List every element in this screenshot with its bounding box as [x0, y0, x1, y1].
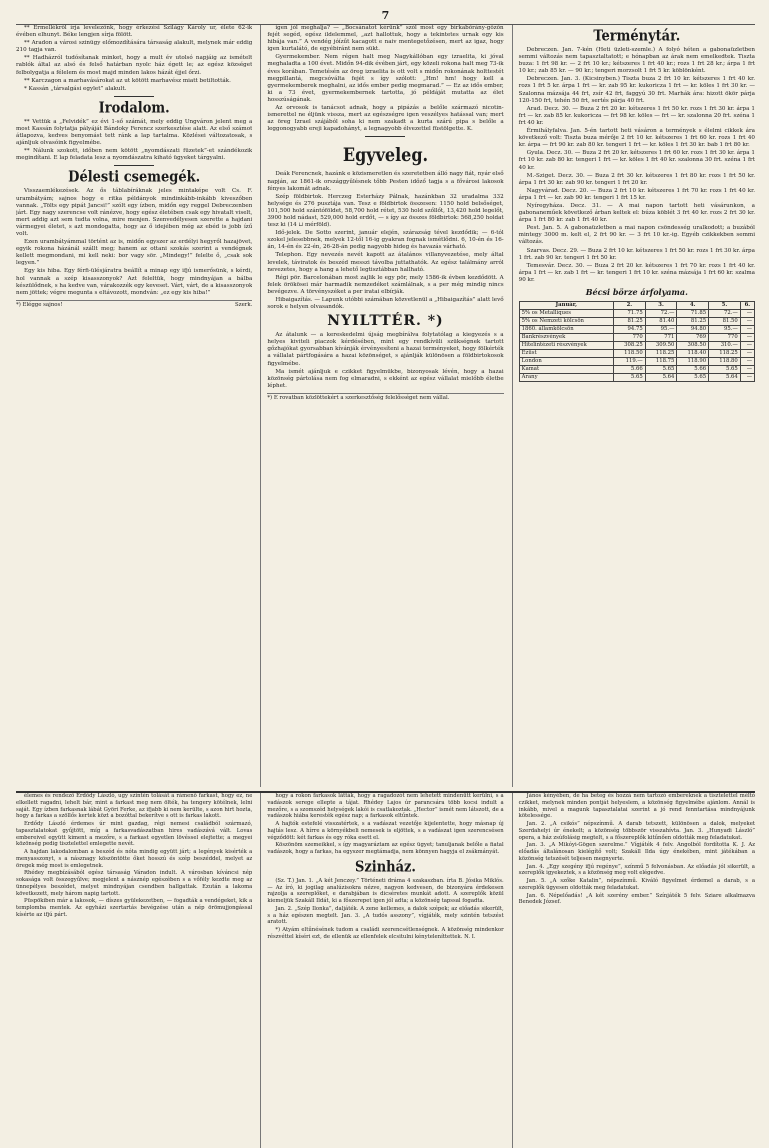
bourse-security-name: Bankrészvények [519, 334, 613, 342]
bourse-row [519, 342, 754, 350]
bourse-price-cell: 769 [677, 334, 709, 342]
bourse-header-cell: 2. [614, 302, 646, 310]
bourse-price-cell: — [740, 310, 754, 318]
section-title-delesti: Délesti csemegék. [68, 169, 201, 187]
bourse-price-cell: 5.66 [677, 366, 709, 374]
market-report: Temesvár. Decz. 30. — Buza 2 frt 20 kr. kétszeres 1 frt 70 kr. rozs 1 frt 40 kr. árpa 1 frt — kr. zab 1 frt — kr. tengeri 1 frt 10 kr. széna mázsája 1 frt 60 kr. szalma 90 kr. [518, 262, 755, 283]
column-1 [16, 25, 252, 787]
page-number: 7 [381, 9, 390, 22]
bourse-price-cell: 81.25 [614, 318, 646, 326]
bourse-security-name: Ezüst [519, 350, 613, 358]
bourse-header-cell: 5. [709, 302, 741, 310]
bourse-price-cell: — [740, 350, 754, 358]
market-report: Debreczen. Jan. 3. (Kicsinyben.) Tiszta buza 2 frt 10 kr. kétszeres 1 frt 40 kr. rozs 1 frt 5 kr. árpa 1 frt — kr. zab 95 kr. kukoricza 1 frt — kr. köles 1 frt 30 kr. — Szalonna mázsája 44 frt, zsír 42 frt, faggyú 30 frt. Marhák ára: hizott ökör párja 120-150 frt, tehén 50 frt, sertés párja 40 frt. [518, 76, 755, 104]
article-paragraph: Erdődy László érdemes úr mint gazdag, régi nemesi családból származó, tapasztalatokat gyűjtött, míg a farkasvadászatban hires vadászává vált. Lovas embereivel együtt kiment a mezőre, s a farkast egyetlen lövéssel elejtette; a megyei közönség pedig tisztelettel emlegette nevét. [16, 821, 253, 848]
article-paragraph: Szép földbirtok. Herczeg Esterházy Pálnak, hazánkban 32 uradalma 332 helysége és 276 pusztája van. Tesz e földbirtok összesen: 1150 hold belsőséget, 101,500 hold szántóföldet, 58,700 hold rétet, 530 hold szőllőt, 13,420 hold legelőt, 3900 hold nádast, 529,000 hold erdőt, — s így az összes földbirtok: 568,250 holdat tesz ki (14 ⊔ mérföld). [267, 193, 504, 229]
divider [114, 165, 154, 166]
news-item: ** Hadházról tudósítanak minket, hogy a mult év utolsó napjáig az ismételt rablók által az alsó és felső határban nyolc ház égett le; az egész községet felbolygatja a félelem és most majd minden lakos házát éjjel őrzi. [16, 55, 253, 76]
article-paragraph: Püspökiben már a lakosok, — díszes gyülekezetben, — fogadták a vendégeket, kik a templomba mentek. Az egyházi szertartás bevégzése után a nép örömujjongással kísérte az ifjú párt. [16, 898, 253, 918]
bourse-price-cell: 5.65 [645, 366, 677, 374]
footnote-text: *) Elégge sajnos! [16, 301, 63, 308]
bourse-price-cell: 118.90 [677, 358, 709, 366]
section-title-egyveleg: Egyveleg. [342, 143, 429, 166]
bourse-price-cell: 5.65 [677, 374, 709, 382]
bourse-price-cell: 5.64 [709, 374, 741, 382]
bourse-price-cell: 771 [645, 334, 677, 342]
szinhaz-section [267, 878, 503, 941]
bourse-price-cell: 81.25 [677, 318, 709, 326]
news-item: * Kassán „társalgási egylet” alakult. [24, 85, 127, 92]
bourse-row [519, 310, 754, 318]
market-report: Debreczen. Jan. 7-kén (Heti üzleti-szemle.) A folyó héten a gabonaüzletben semmi változás nem tapasztaltatott; e hónapban az árak nem emelkedtek. Tiszta buza: 1 frt 98 kr. — 2 frt 10 kr.; kétszeres 1 frt 40 kr.; rozs 1 frt 28 kr.; árpa 1 frt 10 kr.; zab 85 kr. — 90 kr.; tengeri morzsolt 1 frt 5 kr. köblönként. [518, 47, 755, 75]
bourse-title: Bécsi börze árfolyama. [585, 287, 688, 297]
news-item: ** Ermellékről írja levelezőnk, hogy érkezési Szilágy Károly ur, élete 62-ik évében elhunyt. Béke lengjen sírja fölött. [16, 25, 253, 39]
lower-column-2 [260, 793, 503, 1148]
footnote [16, 300, 252, 308]
bourse-row [519, 366, 754, 374]
article-paragraph: hogy a rokon farkasok látták, hogy a ragadozót nem lehetett mindenütt kerülni, s a vadászok serege ellepte a tájat. Rhédey Lajos úr parancsára több kocsi indult a mezőre, s a szomszéd helységek lakói is csatlakoztak. „Hector” ismét nem látszott, de a vadászok hiába keresték egész nap; a farkasok eltűntek. [267, 793, 504, 820]
bourse-security-name: Arany [519, 374, 613, 382]
article-paragraph: Visszaemlékezések. Az ős táblabíráknak jeles mintaképe volt Cs. F. urambátyám; sajnos hogy e ritka példányok mindinkább-inkább kiveszőben vannak. „Tölts egy pipát Jancsi!” szólt egy ízben, midőn egy reggel Debreczenben járt. Egy nagy szerencse volt ránézve, hogy egész életében csak egy hivatalt viselt, mert addig azt sem tudta volna, mire menjen. Szenvedélyesen szerette a hajdani vármegyei életet, s azt mondogatta, hogy az ő idejében még az ebéd is jobb ízű volt. [16, 188, 253, 237]
market-report: Pest. Jan. 5. A gabonaüzletben a mai napon csöndesség uralkodott; a buzából mintegy 3000 m. kelt el, 2 frt 90 kr. — 3 frt 10 kr.-ig. Egyéb czikkekben semmi változás. [518, 225, 755, 246]
section-title-irodalom: Irodalom. [98, 99, 170, 117]
article-paragraph: Gyermekember. Nem régen halt meg Nagykállóban egy izraelita, ki jóval meghaladta a 100 évet. Midőn 94-dik évében járt, egy közeli rokona halt meg 73-ik éves korában. Temetésén az öreg izraelita is ott volt s midőn rokonának holttestét megpillantá, megcsóválta fejét s így szólott: „Hm! hm! hogy kell a gyermekemberek meghalni, az idős ember pedig megmarad.” — Ez az idős ember, ki a 73 évet, gyermekembernek tartotta, jó példáját mutatta az élet hosszúságának. [267, 54, 504, 103]
bourse-security-name: 5% os Nemzeti kölcsön [519, 318, 613, 326]
bourse-price-cell: 81.40 [645, 318, 677, 326]
bourse-security-name: Hitelintézeti részvények [519, 342, 613, 350]
bourse-header-cell: 4. [677, 302, 709, 310]
bourse-row [519, 326, 754, 334]
bourse-price-cell: 118.75 [645, 358, 677, 366]
footnote-signature: Szerk. [235, 301, 253, 308]
article-paragraph: Telephon. Egy nevezés nevét kapott az átalános villanyvezetése, mely által levelek, táviratok és beszéd messzi távolba juttathatók. Az egész találmány arról nevezetes, hogy a hang a lehető legtisztábban hallható. [267, 252, 504, 273]
bourse-header-row [519, 302, 754, 310]
news-item: ** Aradon a városi szinügy előmozdítására társaság alakult, melynek már eddig 210 tagja van. [16, 40, 253, 54]
column-3 [512, 25, 755, 787]
column-2 [260, 25, 503, 787]
market-report: Arad. Decz. 30. — Buza 2 frt 20 kr. kétszeres 1 frt 50 kr. rozs 1 frt 30 kr. árpa 1 frt — kr. zab 85 kr. kukoricza — frt 98 kr. köles — frt — kr. szalonna 20 frt. széna 1 frt 40 kr. [518, 105, 755, 126]
bourse-row [519, 334, 754, 342]
bourse-price-cell: 309.50 [645, 342, 677, 350]
bourse-header-cell: 3. [645, 302, 677, 310]
bourse-security-name: Kamat [519, 366, 613, 374]
bourse-price-cell: — [740, 334, 754, 342]
article-paragraph: Régi pör. Barcelonában most zajlik le egy pör, mely 1586-ik évben kezdődött. A felek örökösei már harmadik nemzedéket számlálnak, s a per még mindig nincs bevégezve. A törvényszéket a per iratai elbírják. [267, 274, 504, 295]
bourse-row [519, 374, 754, 382]
article-paragraph: Jan. 2. „Szép Ilonka”, daljáték. A zene kellemes, a dalok szépek; az előadás sikerült, s a ház egészen megtelt. Jan. 3. „A tudós asszony”, vígjáték, mely szintén tetszést aratott. [267, 905, 504, 926]
bourse-security-name: 5% os Metalliques [519, 310, 613, 318]
article-paragraph: (Sz. T.) Jan. 1. „A két Jenczey.” Történeti dráma 4 szakaszban. írta B. Jósika Miklós. — Az író, ki jogilag analúzisokra nézve, nagyon kedvesen, de bizonyára érdekesen rajzolja a szereplőket, e darabjában is dicséretes munkát adott. A szereplők közül kiemeljük Szakáll Ildát, ki a főszerepet igen jól adta; a közönség tapssal fogadta. [267, 877, 504, 904]
lower-col2-text [267, 793, 503, 856]
market-report: Érmihályfalva. Jan. 5-én tartott heti vásáron a termények s élelmi cikkek ára következő volt: Tiszta buza mérője 2 frt 10 kr. kétszeres 1 frt 60 kr. rozs 1 frt 40 kr. árpa — frt 90 kr. zab 80 kr. tengeri 1 frt — kr. köles 1 frt 30 kr. bab 1 frt 80 kr. [518, 128, 755, 149]
bourse-row [519, 350, 754, 358]
section-title-termenytar: Terménytár. [593, 27, 681, 46]
nyiltter-section [267, 332, 503, 390]
bourse-price-cell: 308.25 [614, 342, 646, 350]
bourse-price-cell: — [740, 318, 754, 326]
news-item: ** Karczagon a marhavásárokat az ut kötött marhavész miatt betiltották. [24, 77, 231, 84]
bourse-security-name: 1860. államkölcsön [519, 326, 613, 334]
bourse-table [519, 301, 755, 382]
bourse-price-cell: — [740, 326, 754, 334]
bourse-price-cell: 770 [614, 334, 646, 342]
bourse-header-cell: 6. [740, 302, 754, 310]
bourse-price-cell: 118.50 [614, 350, 646, 358]
article-paragraph: Jan. 4. „Egy szegény ifjú regénye”, színmű 5 felvonásban. Az előadás jól sikerült, a szereplők igyekeztek, s a közönség meg volt elégedve. [518, 863, 755, 877]
footnote-text: *) E rovatban közlöttekért a szerkesztőség felelősséget nem vállal. [267, 394, 450, 401]
bourse-price-cell: — [740, 342, 754, 350]
bourse-price-cell: 72.— [645, 310, 677, 318]
section-title-szinhaz: Szinház. [355, 858, 416, 876]
footnote [267, 393, 503, 401]
article-paragraph: Ma ismét ajánljuk e czikket figyelmükbe, bizonyosak lévén, hogy a hazai közönség pártolása nem fog elmaradni, s ekként az egész vállalat mielőbb életbe léphet. [267, 368, 504, 389]
bourse-price-cell: 81.50 [709, 318, 741, 326]
bourse-price-cell: 94.75 [614, 326, 646, 334]
bourse-price-cell: 118.25 [709, 350, 741, 358]
article-paragraph: igen jól meghalja? — „Bocsánatot kérünk” szól most egy birkabőrány-gőzőn fejét segéd, egész ildelemmel, „azt hallottuk, hogy a tekintetes urnak egy kis hibája van.” A vendég jóízűt kacagott e naiv mentegetőzésen, mert az igaz, hogy igen kurtalátó, de egyébiránt nem sükt. [267, 25, 504, 53]
article-paragraph: A hajdan lakodalomban a beszéd és nóta mindig együtt járt; a legények kisérték a menyasszonyt, s a násznagy köszöntötte őket hosszú és szép beszéddel, melyet az öregek még most is emlegetnek. [16, 849, 253, 869]
bourse-body [519, 310, 754, 382]
bourse-price-cell: 5.65 [709, 366, 741, 374]
article-paragraph: Egy kis hiba. Egy férfi-ülésjáratra beállít a minap egy ifjú ismerősünk, s kérdi, hol vannak a szép kisasszonyok? Azt feleltük, hogy mindnyájan a bálba készülődnek, s ha kedve van, várakozzék egy keveset. Várt, várt, de a kisasszonyok nem jöttek; végre megunta s eltávozott, mondván: „ez egy kis hiba!” [16, 268, 253, 296]
bourse-price-cell: 310.— [709, 342, 741, 350]
market-report: M.-Sziget. Decz. 30. — Buza 2 frt 30 kr. kétszeres 1 frt 80 kr. rozs 1 frt 50 kr. árpa 1 frt 30 kr. zab 90 kr. tengeri 1 frt 20 kr. [518, 172, 755, 186]
bourse-price-cell: 308.50 [677, 342, 709, 350]
col2-top [267, 25, 503, 133]
bourse-price-cell: 95.— [709, 326, 741, 334]
bourse-price-cell: — [740, 358, 754, 366]
bourse-price-cell: 5.65 [614, 374, 646, 382]
article-paragraph: *) Atyám eltűnésének tudom a családi szerencsétlenségnek. A közönség mindenkor részvéttel kíséri ezt, de ellenük az ellenfelek elcsitulni kényteleníttettek. N. I. [267, 927, 504, 940]
market-report: Szarvas. Decz. 29. — Buza 2 frt 10 kr. kétszeres 1 frt 50 kr. rozs 1 frt 30 kr. árpa 1 frt. zab 90 kr. tengeri 1 frt 50 kr. [518, 247, 755, 261]
article-paragraph: Rhédey megbízásából egész társaság Váradon indult. A városban kíváncsi nép sokasága volt összegyűlve; megjelent a násznép egészében s a vőfély kezdte meg az ünnepélyes beszédet, melyet mindnyájan csendben hallgattak. Ezután a lakoma következett, mely három napig tartott. [16, 870, 253, 897]
bourse-price-cell: 118.40 [677, 350, 709, 358]
article-paragraph: A hajtók estefelé visszatértek, s a vadászat vezetője kijelentette, hogy másnap új hajtás lesz. A hírre a környékbeli nemesek is eljöttek, s a vadászat igen szerencsésen végződött: két farkas és egy róka esett el. [267, 821, 504, 841]
bourse-price-cell: 5.66 [614, 366, 646, 374]
article-paragraph: Jan. 3. „A Mikóyi-Gögen szerelme.” Vígjáték 4 felv. Angolból fordította K. J. Az előadás általánosan kielégítő volt; Szakáll Ilda úgy énekében, mint játékában a közönség tetszését teljesen megnyerte. [518, 842, 755, 862]
bourse-price-cell: 5.64 [645, 374, 677, 382]
irodalom-section [16, 119, 252, 163]
article-paragraph: Az orvosok is tanácsot adnak, hogy a pipázás a belőle származó nicotin-ismerettel ne éljünk vissza, mert az egészségre igen veszélyes hatással van; mert az öreg Izrael szájából soha ki nem szakadt a kurta szárú pipa s belőle a leggonogyabb ereji kapadohányt, a legnagyobb élvezettel füstölgette. K. [267, 105, 504, 133]
market-report: Nagyvárad. Decz. 20. — Buza 2 frt 10 kr. kétszeres 1 frt 70 kr. rozs 1 frt 40 kr. árpa 1 frt — kr. zab 90 kr. tengeri 1 frt 15 kr. [518, 187, 755, 201]
bourse-row [519, 318, 754, 326]
article-paragraph: Idő-jelek. De Sotto szerint, január elején, szárazság tével kezdődik; — 6-tól szokel jelesebbnek, melyek 12-től 16-ig gyakran fognak ismétlődni. 6, 10-én és 16-án, 14-én és 22-én, 26-28-án pedig nagyobb hideg és havazás várható. [267, 230, 504, 251]
divider [114, 96, 154, 97]
bourse-price-cell: 71.85 [677, 310, 709, 318]
lower-col3-text [519, 793, 755, 906]
article-paragraph: élemes és rendező Erdődy László, ugy szintén tolását a rámenő farkast, hogy ez, ne elkellett ragadni, lehelt bár, mint a farkast meg nem ölték, ha tengery kötélnek, lelni saját. Egy ízben farkasnak lábát Györi Ferke, az ifjabb ki nem kerülte, s azon hirt hozta, hogy a farkas a szöllős kertek közt a bozóttal bekerítve s ott is farkas lakott. [16, 793, 253, 820]
col1-news [16, 25, 252, 93]
bourse-price-cell: 95.— [645, 326, 677, 334]
market-reports [519, 47, 755, 284]
delesti-section [16, 188, 252, 296]
article-paragraph: Az átalunk — a kereskedelmi újság megbírálva folytatólag a kiegyezés s a helyes kiviteli piaczok kérdésében, mint egy rendkívüli szükségnek tartott gőzhajókat gyorsabban kívánják érvényesíteni a hazai terményeket, hogy fölkérték a vállalat pártfogására a hazai közönséget, s ajánlják különösen a földbirtokosok figyelmébe. [267, 332, 504, 367]
market-report: Gyula. Decz. 30. — Buza 2 frt 20 kr. kétszeres 1 frt 60 kr. rozs 1 frt 30 kr. árpa 1 frt 10 kr. zab 80 kr. tengeri 1 frt — kr. köles 1 frt 40 kr. szalonna 30 frt. széna 1 frt 40 kr. [518, 150, 755, 171]
lower-section [16, 791, 755, 1148]
market-report: Nyíregyháza. Decz. 31. — A mai napon tartott heti vásárunkon, a gabonaneműek következő árban keltek el: búza köblét 3 frt 40 kr. rozs 2 frt 30 kr. árpa 1 frt 80 kr. zab 1 frt 40 kr. [518, 202, 755, 224]
article-paragraph: Deák Ferencnek, hazánk e közismeretlen és szeretetben álló nagy fiát, nyár első napján, az 1861-ik országgyűlésnek tőbb Pesten időző tagja s a fővárosi lakosok fényes lakomát adnak. [267, 171, 504, 192]
bourse-row [519, 358, 754, 366]
upper-section [16, 24, 755, 787]
bourse-price-cell: 72.— [709, 310, 741, 318]
divider [365, 136, 405, 137]
article-paragraph: ** Nálunk szokott, időben nem kötött „nyomdászati füzetek”-et szándékozik megindítani. E lap feladata lesz a nyomdászatra kiható ügyeket tárgyalni. [16, 148, 253, 162]
section-title-nyiltter: NYILTTÉR. *) [327, 313, 444, 330]
article-paragraph: ** Vettük a „Felvidék” ez évi 1-ső számát, mely eddig Ungváron jelent meg a most Kassán folytatja pályáját Bándoky Ferencz szerkesztése alatt. Az első számot átlapozva, kedves benyomást tett ránk a lap tartalma. Közlései változatosak, s ajánljuk olvasóink figyelmébe. [16, 118, 253, 147]
bourse-price-cell: 118.80 [709, 358, 741, 366]
article-paragraph: Hibaigazítás. — Lapunk utóbbi számában közvetlenül a „Hibaigazítás” alatt levő sorok e helyen olvasandók. [267, 297, 504, 311]
bourse-price-cell: — [740, 366, 754, 374]
lower-col1-text [16, 793, 252, 919]
article-paragraph: Jan. 5. „A szőke Katalin”, népszínmű. Kiváló figyelmet érdemel a darab, s a szereplők ügyesen oldották meg feladatukat. [518, 878, 755, 891]
article-paragraph: Ezen urambátyámmal történt az is, midőn egyszer az erdélyi hegyről hazajövet, egyik rokona házánál szállt meg; hanem az ottani szokás szerint a vendégnek kellett megmondani, mi kell neki: bor vagy sör. „Mindegy!” felelte ő, „csak sok legyen.” [16, 239, 253, 267]
bourse-price-cell: 770 [709, 334, 741, 342]
bourse-price-cell: 119.— [614, 358, 646, 366]
bourse-header-cell: Január, [519, 302, 613, 310]
lower-column-1 [16, 793, 252, 1148]
article-paragraph: János kényében, de ha beteg és hozzá nem tartozó embereknek a tisztelettel méltó czikket, melynek minden pontját helyeslem, a közönség figyelmébe ajánlom. Annál is inkább, mivel a magunk tapasztalatai szerint a jó rend fenntartása mindnyájunk kötelessége. [518, 793, 755, 820]
article-paragraph: Jan. 2. „A csikós” népszínmű. A darab tetszett, különösen a dalok, melyeket Szerdahelyi úr énekelt; a közönség többször visszahívta. Jan. 3. „Hunyadi László” opera, a ház zsúfolásig megtelt, s a főszereplők kitűnően oldották meg feladatukat. [518, 821, 755, 841]
bourse-price-cell: — [740, 374, 754, 382]
lower-column-3 [512, 793, 755, 1148]
egyveleg-section [267, 171, 503, 311]
bourse-security-name: London [519, 358, 613, 366]
bourse-price-cell: 94.80 [677, 326, 709, 334]
article-paragraph: Köszönöm szemeikkel, s így magyaráztam az egész ügyet; tanuljanak belőle a fiatal vadászok, hogy a farkas, ha egyszer megtámadja, nem könnyen hagyja el zsákmányát. [267, 842, 504, 855]
bourse-price-cell: 118.25 [645, 350, 677, 358]
article-paragraph: Jan. 6. Népelőadás! „A két szerény ember.” Színjáték 5 felv. Sziare alkalmazva Benedek József. [518, 892, 755, 906]
bourse-price-cell: 71.75 [614, 310, 646, 318]
